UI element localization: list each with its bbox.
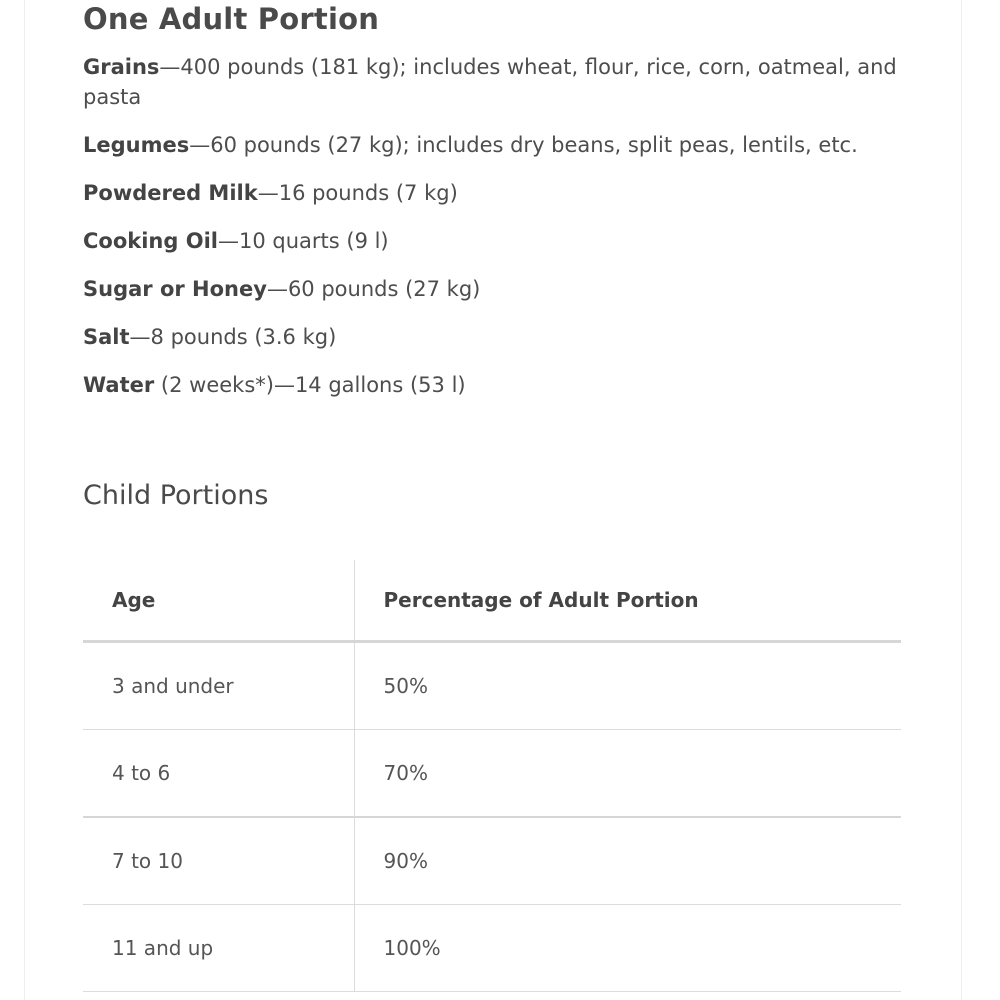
- item-details: —60 pounds (27 kg): [266, 277, 481, 301]
- cell-percentage: 100%: [354, 905, 901, 992]
- cell-age: 4 to 6: [83, 730, 354, 818]
- item-name: Cooking Oil: [83, 229, 218, 253]
- table-header-row: [83, 560, 901, 642]
- cell-percentage: 50%: [354, 642, 901, 730]
- item-details: —60 pounds (27 kg); includes dry beans, split peas, lentils, etc.: [189, 133, 858, 157]
- table-row: [83, 642, 901, 730]
- item-details: (2 weeks*)—14 gallons (53 l): [154, 373, 466, 397]
- cell-age: 7 to 10: [83, 817, 354, 905]
- item-name: Salt: [83, 325, 130, 349]
- item-details: —10 quarts (9 l): [217, 229, 389, 253]
- table-row: [83, 905, 901, 992]
- list-item-legumes: [83, 130, 903, 160]
- item-details: —8 pounds (3.6 kg): [129, 325, 337, 349]
- adult-portion-heading: One Adult Portion: [83, 2, 380, 36]
- list-item-water: [83, 370, 903, 400]
- item-name: Water: [83, 373, 155, 397]
- list-item-salt: [83, 322, 903, 352]
- item-details: —400 pounds (181 kg); includes wheat, flour, rice, corn, oatmeal, and pasta: [83, 55, 897, 109]
- table-row: [83, 817, 901, 905]
- list-item-cooking-oil: [83, 226, 903, 256]
- list-item-powdered-milk: [83, 178, 903, 208]
- item-name: Legumes: [83, 133, 190, 157]
- item-name: Grains: [83, 55, 160, 79]
- table-row: [83, 730, 901, 818]
- column-header-age: Age: [83, 560, 354, 642]
- column-header-percentage: Percentage of Adult Portion: [354, 560, 901, 642]
- cell-percentage: 90%: [354, 817, 901, 905]
- adult-portion-list: [83, 52, 903, 418]
- child-portions-table: [83, 560, 901, 992]
- cell-percentage: 70%: [354, 730, 901, 818]
- item-name: Sugar or Honey: [83, 277, 267, 301]
- list-item-grains: [83, 52, 903, 112]
- cell-age: 11 and up: [83, 905, 354, 992]
- cell-age: 3 and under: [83, 642, 354, 730]
- child-portions-heading: Child Portions: [83, 480, 269, 511]
- list-item-sugar-or-honey: [83, 274, 903, 304]
- item-details: —16 pounds (7 kg): [257, 181, 458, 205]
- item-name: Powdered Milk: [83, 181, 258, 205]
